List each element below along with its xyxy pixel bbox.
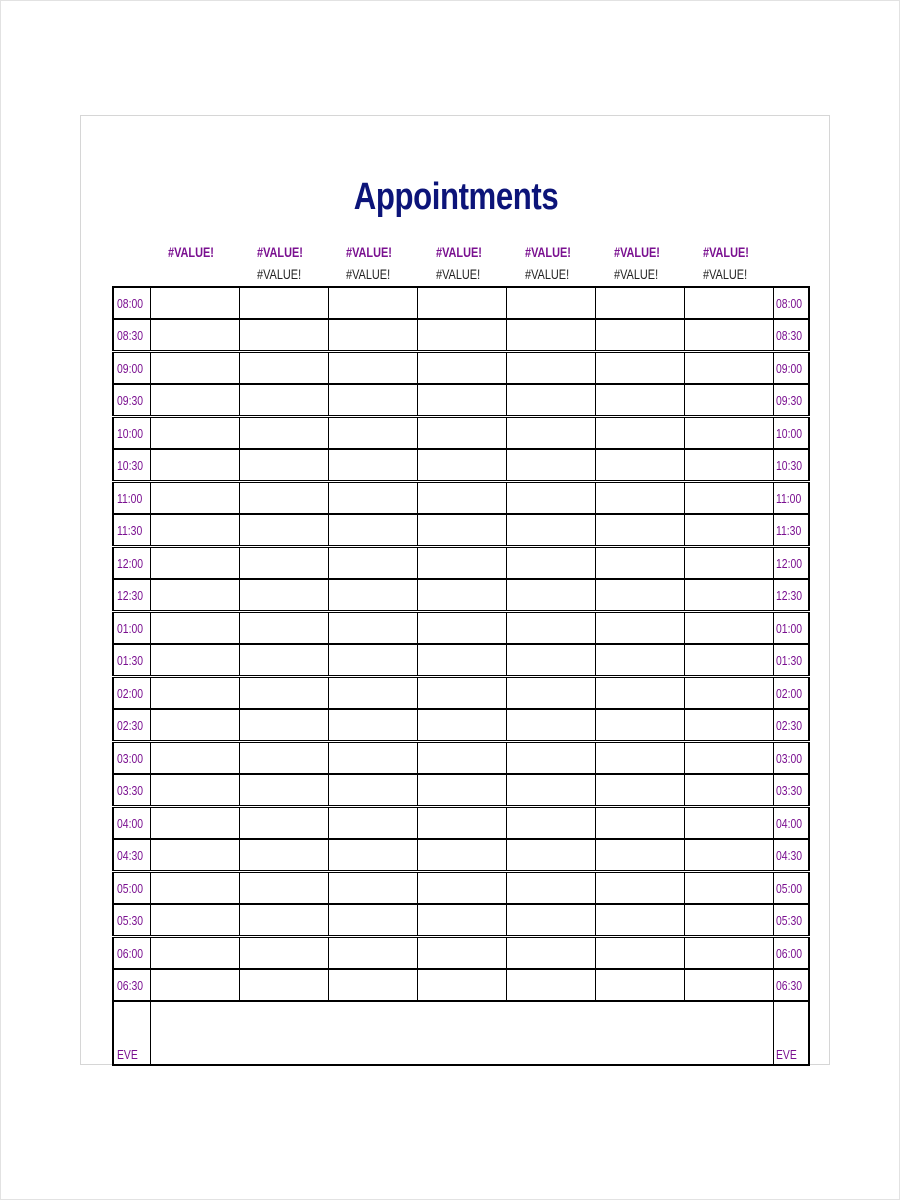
time-label-right [773, 287, 809, 319]
appointment-cell[interactable] [595, 482, 684, 515]
appointment-cell[interactable] [328, 644, 417, 677]
time-slot-row [113, 839, 809, 872]
appointment-grid [112, 286, 810, 1066]
appointment-cell[interactable] [684, 807, 773, 840]
appointment-cell[interactable] [506, 482, 595, 515]
time-slot-row [113, 937, 809, 970]
appointment-cell[interactable] [506, 969, 595, 1001]
time-label-right [773, 677, 809, 710]
column-header-top [346, 244, 405, 264]
appointment-cell[interactable] [506, 807, 595, 840]
time-label-text: 10:30 [117, 457, 144, 473]
appointment-cell[interactable] [595, 612, 684, 645]
appointment-cell[interactable] [417, 969, 506, 1001]
appointment-cell[interactable] [595, 644, 684, 677]
time-label-text: 11:00 [117, 490, 143, 506]
time-slot-row [113, 872, 809, 905]
column-header-top-label: #VALUE! [703, 244, 749, 260]
time-label-text: 02:30 [117, 717, 144, 733]
appointment-cell[interactable] [150, 352, 239, 385]
column-header-top [257, 244, 316, 264]
appointment-cell[interactable] [595, 547, 684, 580]
appointment-cell[interactable] [417, 937, 506, 970]
appointment-cell[interactable] [150, 839, 239, 872]
appointment-cell[interactable] [417, 319, 506, 352]
time-label-text: 02:00 [775, 685, 802, 701]
column-header-bottom [703, 266, 760, 286]
time-slot-row [113, 319, 809, 352]
time-label-left [113, 774, 150, 807]
appointment-cell[interactable] [328, 547, 417, 580]
time-label-right [773, 449, 809, 482]
appointment-cell[interactable] [417, 579, 506, 612]
time-slot-row [113, 969, 809, 1001]
time-slot-row [113, 514, 809, 547]
time-label-left [113, 937, 150, 970]
time-label-text: 06:30 [775, 977, 802, 993]
appointment-cell[interactable] [417, 482, 506, 515]
appointment-cell[interactable] [595, 937, 684, 970]
appointment-cell[interactable] [417, 742, 506, 775]
time-slot-row [113, 547, 809, 580]
appointment-cell[interactable] [328, 839, 417, 872]
appointment-cell[interactable] [150, 904, 239, 937]
appointment-cell[interactable] [150, 677, 239, 710]
time-label-text: 08:00 [775, 295, 802, 311]
time-label-right [773, 547, 809, 580]
appointment-cell[interactable] [684, 482, 773, 515]
appointment-cell[interactable] [239, 384, 328, 417]
time-label-left [113, 709, 150, 742]
appointment-cell[interactable] [506, 319, 595, 352]
time-slot-row [113, 774, 809, 807]
appointment-cell[interactable] [328, 612, 417, 645]
time-label-left [113, 547, 150, 580]
time-slot-row [113, 579, 809, 612]
appointment-cell[interactable] [239, 807, 328, 840]
time-label-text: 08:30 [775, 327, 802, 343]
appointment-cell[interactable] [684, 677, 773, 710]
time-label-right [773, 352, 809, 385]
time-label-text: 08:30 [117, 327, 144, 343]
time-label-text: 12:30 [775, 587, 802, 603]
time-label-left [113, 514, 150, 547]
time-label-text: 04:00 [117, 815, 144, 831]
appointment-cell[interactable] [239, 969, 328, 1001]
appointment-cell[interactable] [506, 352, 595, 385]
time-slot-row [113, 807, 809, 840]
time-label-text: 11:30 [775, 522, 801, 538]
appointment-cell[interactable] [595, 709, 684, 742]
appointment-cell[interactable] [239, 742, 328, 775]
time-label-text: 06:00 [117, 945, 144, 961]
time-label-right [773, 807, 809, 840]
time-slot-row [113, 482, 809, 515]
appointment-cell[interactable] [239, 449, 328, 482]
appointment-cell[interactable] [328, 287, 417, 319]
appointment-cell[interactable] [417, 807, 506, 840]
time-label-text: 05:30 [775, 912, 802, 928]
appointment-cell[interactable] [328, 482, 417, 515]
appointment-cell[interactable] [239, 547, 328, 580]
time-label-left [113, 872, 150, 905]
appointment-cell[interactable] [595, 319, 684, 352]
column-header-bottom-label: #VALUE! [346, 266, 391, 282]
column-header-bottom [257, 266, 314, 286]
column-header-bottom-label: #VALUE! [257, 266, 302, 282]
time-label-right [773, 482, 809, 515]
eve-label-right [773, 1001, 809, 1065]
appointment-cell[interactable] [595, 904, 684, 937]
time-label-text: 01:00 [775, 620, 802, 636]
time-label-right [773, 839, 809, 872]
appointment-cell[interactable] [684, 319, 773, 352]
time-label-right [773, 872, 809, 905]
appointment-cell[interactable] [595, 449, 684, 482]
time-label-right [773, 969, 809, 1001]
time-label-right [773, 612, 809, 645]
appointment-cell[interactable] [506, 774, 595, 807]
appointment-cell[interactable] [595, 352, 684, 385]
evening-row [113, 1001, 809, 1065]
time-label-left [113, 384, 150, 417]
column-header-top-label: #VALUE! [257, 244, 303, 260]
time-label-left [113, 287, 150, 319]
appointment-cell[interactable] [328, 807, 417, 840]
appointment-cell[interactable] [417, 514, 506, 547]
time-label-text: 03:00 [775, 750, 802, 766]
time-label-right [773, 644, 809, 677]
time-label-right [773, 319, 809, 352]
time-label-text: 12:00 [775, 555, 802, 571]
appointment-cell[interactable] [684, 287, 773, 319]
appointment-cell[interactable] [150, 449, 239, 482]
eve-label-left [113, 1001, 150, 1065]
time-label-text: 05:30 [117, 912, 144, 928]
column-header-top [703, 244, 762, 264]
appointment-cell[interactable] [684, 612, 773, 645]
time-slot-row [113, 612, 809, 645]
column-header-bottom-label: #VALUE! [703, 266, 748, 282]
appointment-cell[interactable] [417, 384, 506, 417]
time-label-left [113, 612, 150, 645]
time-slot-row [113, 417, 809, 450]
appointment-cell[interactable] [595, 384, 684, 417]
time-label-left [113, 742, 150, 775]
appointment-cell[interactable] [595, 774, 684, 807]
time-label-text: 01:00 [117, 620, 144, 636]
time-label-text: 06:30 [117, 977, 144, 993]
time-slot-row [113, 449, 809, 482]
appointment-cell[interactable] [506, 937, 595, 970]
column-header-top-label: #VALUE! [346, 244, 392, 260]
appointment-cell[interactable] [684, 969, 773, 1001]
appointment-cell[interactable] [506, 514, 595, 547]
time-slot-row [113, 742, 809, 775]
column-header-top-label: #VALUE! [168, 244, 214, 260]
appointment-cell[interactable] [239, 904, 328, 937]
time-label-text: 06:00 [775, 945, 802, 961]
appointment-cell[interactable] [417, 417, 506, 450]
appointment-cell[interactable] [417, 774, 506, 807]
appointment-cell[interactable] [328, 969, 417, 1001]
time-label-left [113, 807, 150, 840]
appointment-cell[interactable] [239, 872, 328, 905]
appointment-cell[interactable] [150, 612, 239, 645]
appointment-cell[interactable] [239, 937, 328, 970]
appointment-cell[interactable] [328, 677, 417, 710]
appointment-cell[interactable] [684, 742, 773, 775]
appointment-cell[interactable] [417, 872, 506, 905]
appointment-cell[interactable] [328, 904, 417, 937]
appointment-cell[interactable] [684, 839, 773, 872]
appointment-cell[interactable] [417, 287, 506, 319]
time-label-text: 04:30 [117, 847, 144, 863]
appointment-cell[interactable] [239, 709, 328, 742]
appointment-cell[interactable] [239, 514, 328, 547]
time-label-left [113, 677, 150, 710]
appointment-cell[interactable] [506, 904, 595, 937]
time-label-text: 10:00 [117, 425, 144, 441]
time-label-text: 03:30 [775, 782, 802, 798]
time-label-left [113, 644, 150, 677]
appointment-cell[interactable] [328, 872, 417, 905]
appointment-cell[interactable] [506, 742, 595, 775]
time-label-left [113, 352, 150, 385]
appointment-cell[interactable] [506, 612, 595, 645]
time-label-text: 03:30 [117, 782, 144, 798]
appointment-cell[interactable] [684, 644, 773, 677]
appointment-cell[interactable] [150, 384, 239, 417]
appointment-cell[interactable] [684, 937, 773, 970]
time-label-text: 09:00 [775, 360, 802, 376]
time-label-text: 02:00 [117, 685, 144, 701]
appointment-cell[interactable] [150, 579, 239, 612]
appointment-cell[interactable] [684, 514, 773, 547]
appointment-cell[interactable] [150, 287, 239, 319]
appointment-cell[interactable] [417, 677, 506, 710]
column-header-bottom [436, 266, 493, 286]
time-label-right [773, 579, 809, 612]
time-label-text: 11:30 [117, 522, 143, 538]
time-label-text: 12:30 [117, 587, 144, 603]
time-label-text: 05:00 [117, 880, 144, 896]
time-label-left [113, 417, 150, 450]
appointment-cell[interactable] [328, 417, 417, 450]
appointment-cell[interactable] [239, 839, 328, 872]
appointment-cell[interactable] [417, 839, 506, 872]
time-label-text: 01:30 [117, 652, 144, 668]
appointment-cell[interactable] [417, 352, 506, 385]
eve-label-text: EVE [117, 1047, 138, 1062]
appointment-cell[interactable] [328, 384, 417, 417]
column-header-bottom [614, 266, 671, 286]
column-header-bottom-label: #VALUE! [525, 266, 570, 282]
appointment-cell[interactable] [684, 417, 773, 450]
appointment-cell[interactable] [150, 937, 239, 970]
appointment-cell[interactable] [150, 742, 239, 775]
appointment-cell[interactable] [684, 547, 773, 580]
appointment-cell[interactable] [684, 872, 773, 905]
appointment-cell[interactable] [684, 904, 773, 937]
page-title: Appointments [353, 176, 559, 218]
column-header-top [436, 244, 495, 264]
appointment-cell[interactable] [506, 449, 595, 482]
appointment-cell[interactable] [684, 579, 773, 612]
appointment-cell[interactable] [150, 644, 239, 677]
time-label-text: 02:30 [775, 717, 802, 733]
appointment-cell[interactable] [506, 839, 595, 872]
appointment-cell[interactable] [328, 514, 417, 547]
appointment-cell[interactable] [506, 547, 595, 580]
appointment-cell[interactable] [417, 904, 506, 937]
appointment-cell[interactable] [506, 872, 595, 905]
appointment-cell[interactable] [328, 937, 417, 970]
appointment-cell[interactable] [328, 742, 417, 775]
time-label-left [113, 969, 150, 1001]
appointment-cell[interactable] [328, 449, 417, 482]
time-label-left [113, 449, 150, 482]
appointment-cell[interactable] [150, 482, 239, 515]
time-label-text: 10:00 [775, 425, 802, 441]
column-header-top [525, 244, 584, 264]
appointment-cell[interactable] [150, 807, 239, 840]
appointment-cell[interactable] [506, 677, 595, 710]
time-label-text: 10:30 [775, 457, 802, 473]
eve-label-text: EVE [775, 1047, 797, 1062]
appointment-cell[interactable] [239, 482, 328, 515]
column-header-top-label: #VALUE! [614, 244, 660, 260]
appointment-cell[interactable] [150, 774, 239, 807]
appointment-cell[interactable] [595, 807, 684, 840]
time-slot-row [113, 709, 809, 742]
time-label-text: 11:00 [775, 490, 801, 506]
time-label-text: 01:30 [775, 652, 802, 668]
appointment-cell[interactable] [506, 579, 595, 612]
appointment-cell[interactable] [417, 547, 506, 580]
time-label-text: 04:30 [775, 847, 802, 863]
time-slot-row [113, 352, 809, 385]
time-label-text: 09:00 [117, 360, 144, 376]
appointment-cell[interactable] [684, 384, 773, 417]
time-label-text: 09:30 [117, 392, 144, 408]
appointment-cell[interactable] [239, 612, 328, 645]
appointment-cell[interactable] [506, 384, 595, 417]
appointment-cell[interactable] [239, 677, 328, 710]
appointment-cell[interactable] [239, 579, 328, 612]
time-label-text: 05:00 [775, 880, 802, 896]
time-label-left [113, 904, 150, 937]
appointment-cell[interactable] [506, 287, 595, 319]
appointment-cell[interactable] [506, 644, 595, 677]
appointment-cell[interactable] [595, 969, 684, 1001]
appointment-cell[interactable] [595, 742, 684, 775]
appointment-cell[interactable] [239, 774, 328, 807]
appointment-cell[interactable] [150, 709, 239, 742]
column-header-bottom-label: #VALUE! [614, 266, 659, 282]
time-label-right [773, 514, 809, 547]
appointment-cell[interactable] [595, 287, 684, 319]
column-header-bottom [525, 266, 582, 286]
time-label-right [773, 417, 809, 450]
column-header-bottom-label: #VALUE! [436, 266, 481, 282]
column-header-bottom [346, 266, 403, 286]
appointment-cell[interactable] [417, 449, 506, 482]
column-header-top [614, 244, 673, 264]
time-label-left [113, 482, 150, 515]
appointment-cell[interactable] [239, 319, 328, 352]
time-label-text: 08:00 [117, 295, 144, 311]
appointment-cell[interactable] [239, 417, 328, 450]
time-label-left [113, 319, 150, 352]
appointment-cell[interactable] [328, 352, 417, 385]
time-label-text: 04:00 [775, 815, 802, 831]
time-label-right [773, 384, 809, 417]
time-label-right [773, 904, 809, 937]
appointment-cell[interactable] [595, 677, 684, 710]
time-label-right [773, 709, 809, 742]
appointment-cell[interactable] [328, 319, 417, 352]
appointment-cell[interactable] [417, 612, 506, 645]
appointment-cell[interactable] [684, 709, 773, 742]
appointment-cell[interactable] [417, 709, 506, 742]
time-label-left [113, 579, 150, 612]
time-label-right [773, 774, 809, 807]
time-label-text: 09:30 [775, 392, 802, 408]
time-label-right [773, 742, 809, 775]
time-slot-row [113, 384, 809, 417]
appointment-cell[interactable] [595, 514, 684, 547]
column-header-top [168, 244, 227, 264]
appointment-cell[interactable] [239, 352, 328, 385]
appointment-cell[interactable] [239, 644, 328, 677]
appointment-cell[interactable] [150, 872, 239, 905]
appointment-cell[interactable] [506, 417, 595, 450]
appointment-cell[interactable] [684, 774, 773, 807]
appointment-cell[interactable] [150, 547, 239, 580]
column-header-top-label: #VALUE! [525, 244, 571, 260]
time-label-left [113, 839, 150, 872]
appointment-cell[interactable] [595, 839, 684, 872]
appointment-cell[interactable] [150, 514, 239, 547]
appointment-cell[interactable] [684, 449, 773, 482]
appointment-cell[interactable] [328, 774, 417, 807]
time-label-text: 03:00 [117, 750, 144, 766]
time-slot-row [113, 287, 809, 319]
appointment-cell[interactable] [328, 579, 417, 612]
time-label-text: 12:00 [117, 555, 144, 571]
appointment-cell[interactable] [684, 352, 773, 385]
appointment-cell[interactable] [595, 872, 684, 905]
appointment-cell[interactable] [328, 709, 417, 742]
time-label-right [773, 937, 809, 970]
appointment-cell[interactable] [595, 579, 684, 612]
appointment-cell[interactable] [417, 644, 506, 677]
evening-notes-cell[interactable] [150, 1001, 773, 1065]
appointment-cell[interactable] [506, 709, 595, 742]
time-slot-row [113, 644, 809, 677]
appointment-cell[interactable] [150, 417, 239, 450]
appointment-cell[interactable] [150, 319, 239, 352]
appointment-cell[interactable] [239, 287, 328, 319]
appointment-cell[interactable] [150, 969, 239, 1001]
appointment-cell[interactable] [595, 417, 684, 450]
column-header-top-label: #VALUE! [436, 244, 482, 260]
time-slot-row [113, 677, 809, 710]
time-slot-row [113, 904, 809, 937]
